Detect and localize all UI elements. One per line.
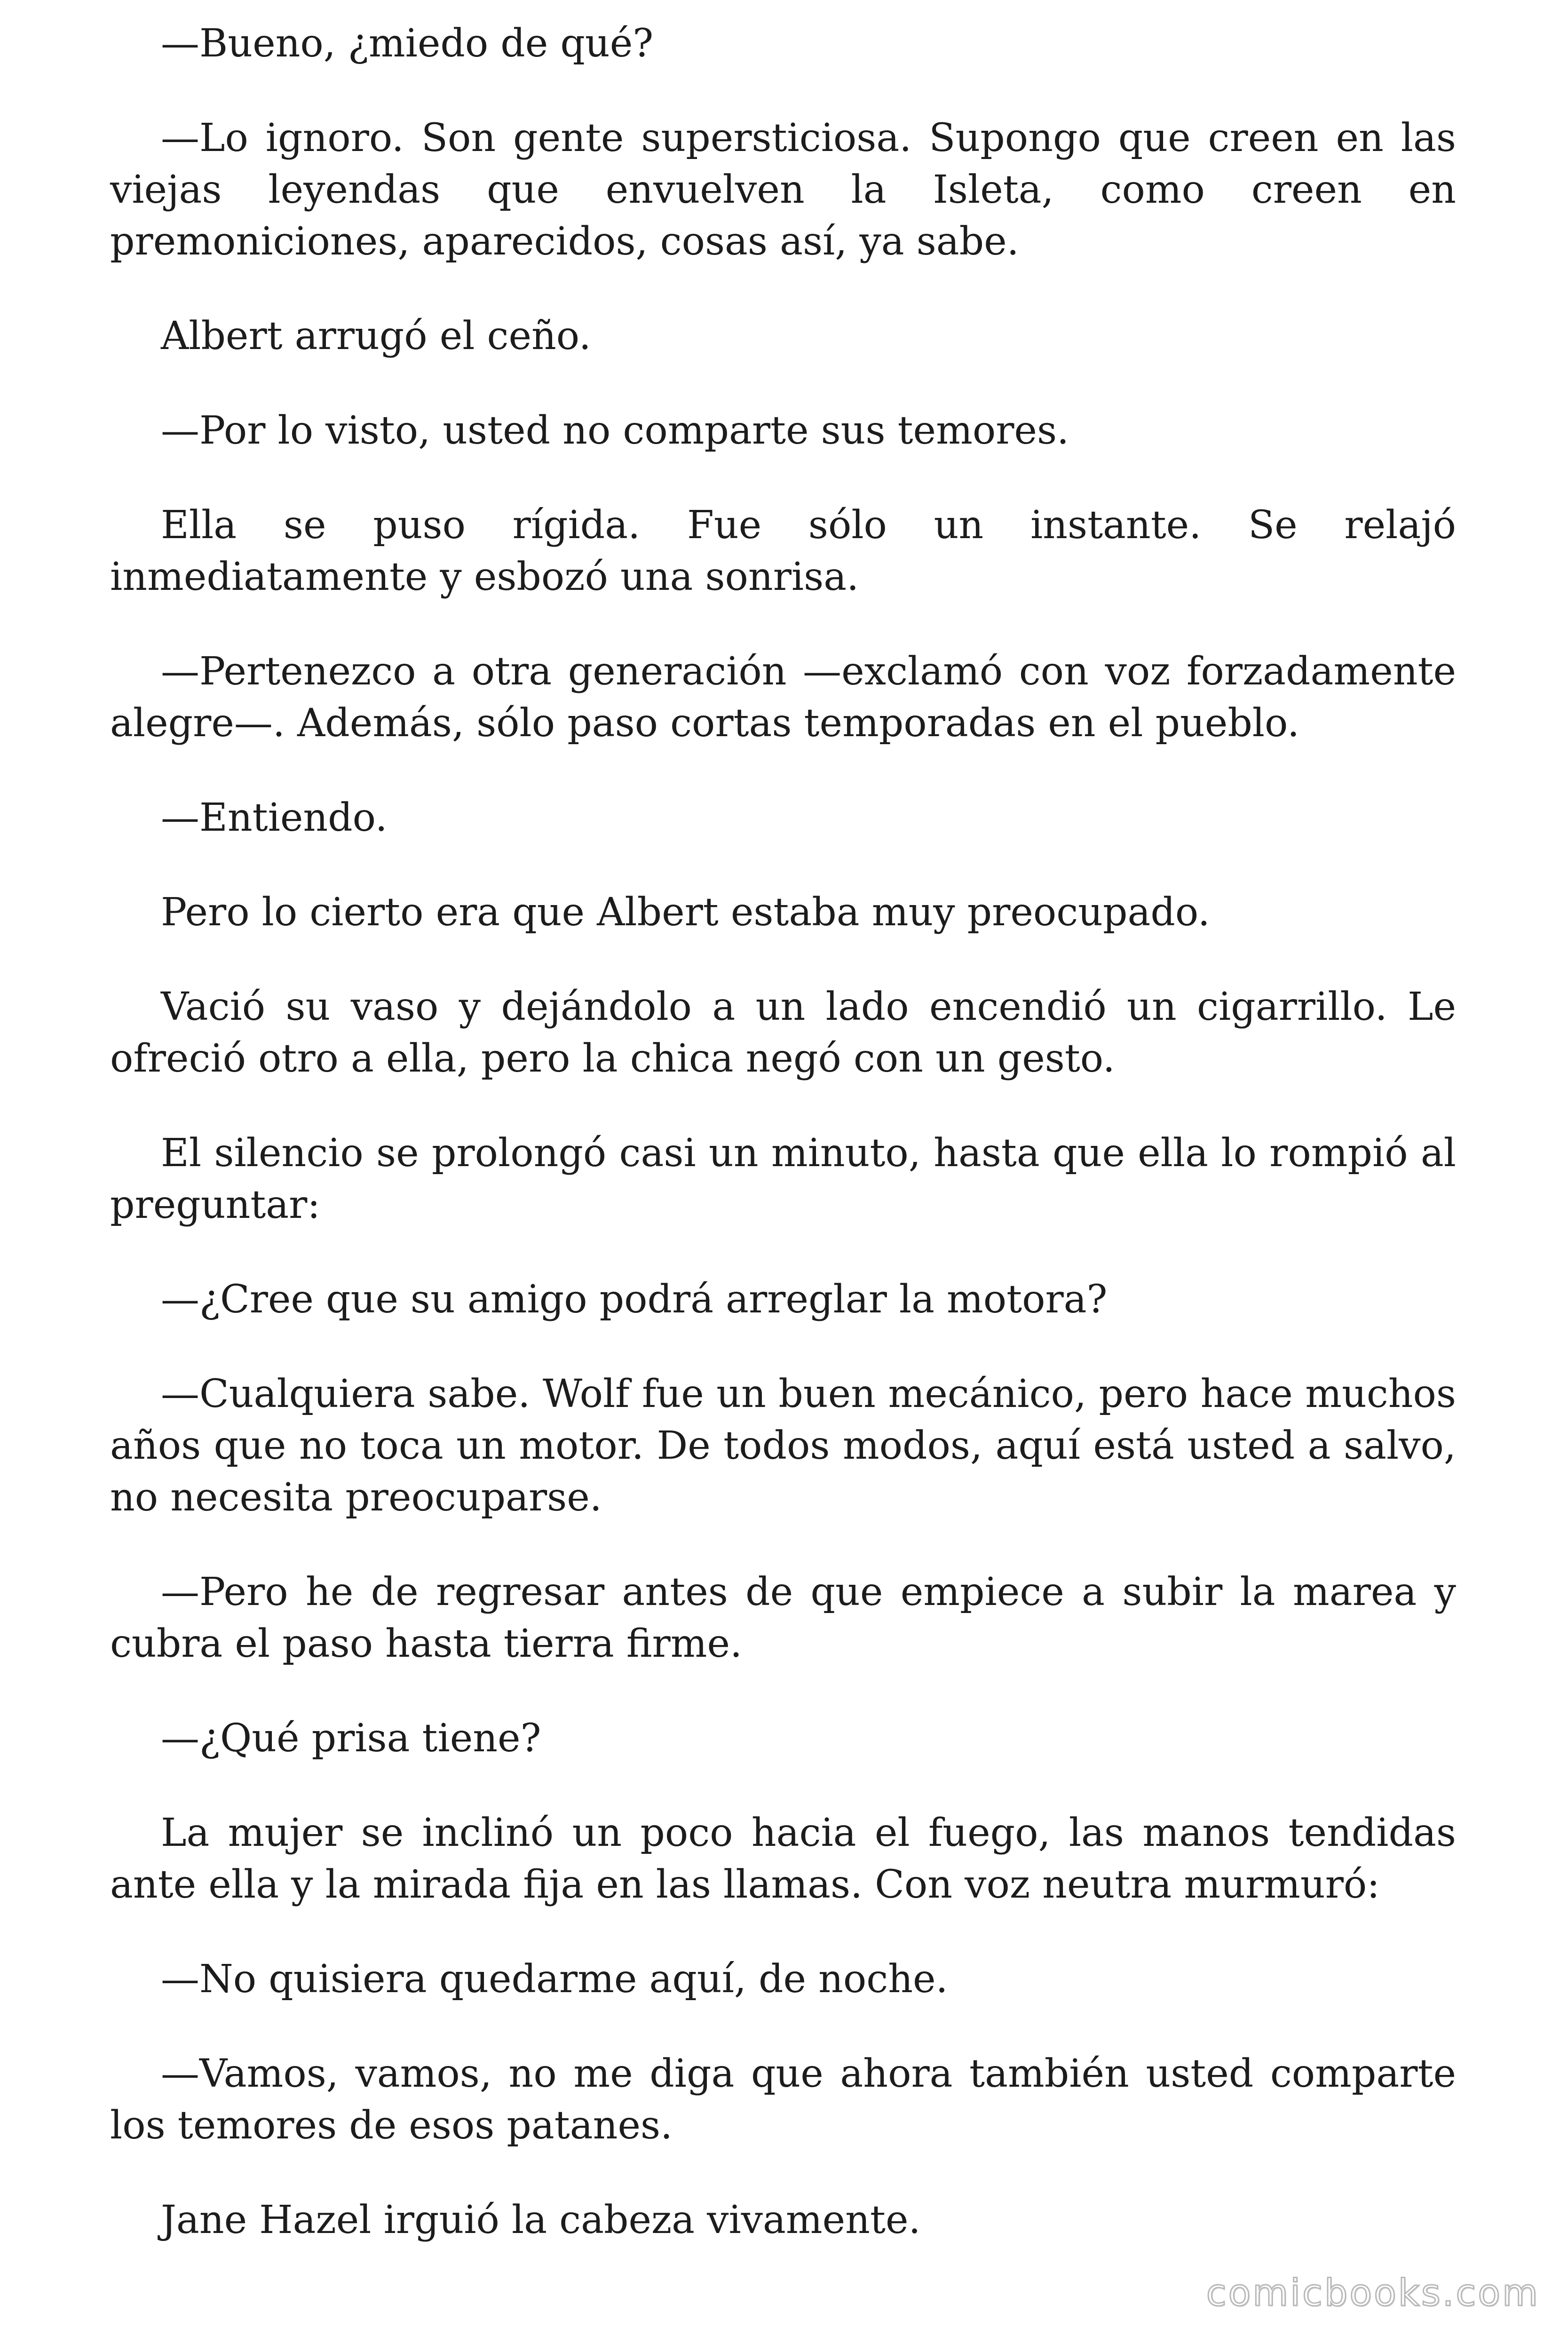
paragraph: —Cualquiera sabe. Wolf fue un buen mecánico, pero hace muchos años que no toca un motor. De todos modos, aquí está usted a salvo, no necesita preocuparse. bbox=[110, 1372, 1456, 1520]
paragraph: Albert arrugó el ceño. bbox=[161, 314, 591, 358]
paragraph: El silencio se prolongó casi un minuto, hasta que ella lo rompió al preguntar: bbox=[110, 1131, 1456, 1227]
paragraph: —Pero he de regresar antes de que empiece a subir la marea y cubra el paso hasta tierra firme. bbox=[110, 1570, 1456, 1666]
paragraph: La mujer se inclinó un poco hacia el fuego, las manos tendidas ante ella y la mirada fija en las llamas. Con voz neutra murmuró: bbox=[110, 1811, 1456, 1907]
paragraph: Pero lo cierto era que Albert estaba muy preocupado. bbox=[161, 890, 1210, 935]
paragraph: —Vamos, vamos, no me diga que ahora también usted comparte los temores de esos patanes. bbox=[110, 2051, 1456, 2148]
paragraph: —Bueno, ¿miedo de qué? bbox=[161, 21, 654, 66]
site-watermark: comicbooks.com bbox=[1206, 2272, 1540, 2314]
paragraph: Ella se puso rígida. Fue sólo un instante. Se relajó inmediatamente y esbozó una sonrisa. bbox=[110, 503, 1456, 599]
paragraph: —Lo ignoro. Son gente supersticiosa. Supongo que creen en las viejas leyendas que envuelven la Isleta, como creen en premoniciones, aparecidos, cosas así, ya sabe. bbox=[110, 116, 1456, 264]
text-column bbox=[110, 18, 1456, 2289]
paragraph: —No quisiera quedarme aquí, de noche. bbox=[161, 1957, 948, 2002]
paragraph: Vació su vaso y dejándolo a un lado encendió un cigarrillo. Le ofreció otro a ella, pero la chica negó con un gesto. bbox=[110, 985, 1456, 1081]
paragraph: —¿Cree que su amigo podrá arreglar la motora? bbox=[161, 1277, 1108, 1322]
paragraph: Jane Hazel irguió la cabeza vivamente. bbox=[161, 2198, 921, 2242]
paragraph: —¿Qué prisa tiene? bbox=[161, 1716, 541, 1761]
paragraph: —Por lo visto, usted no comparte sus temores. bbox=[161, 408, 1069, 453]
paragraph: —Pertenezco a otra generación —exclamó con voz forzadamente alegre—. Además, sólo paso cortas temporadas en el pueblo. bbox=[110, 649, 1456, 746]
paragraph: —Entiendo. bbox=[161, 795, 388, 840]
